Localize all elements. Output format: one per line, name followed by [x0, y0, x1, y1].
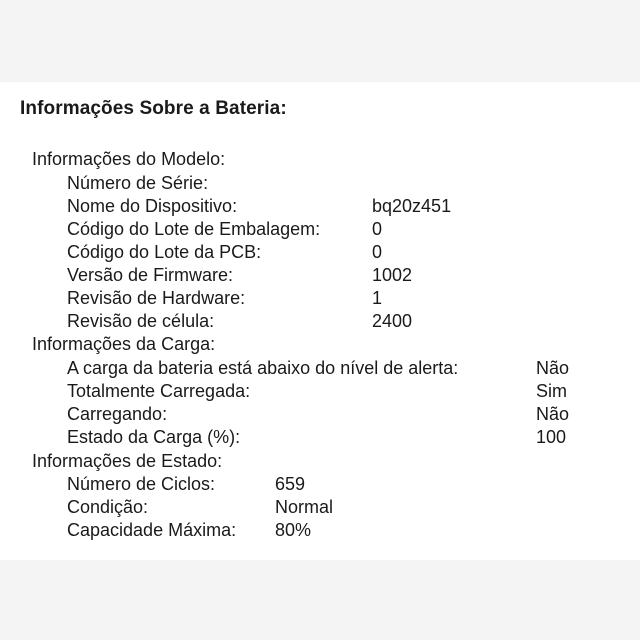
state-of-charge-label: Estado da Carga (%):	[67, 427, 241, 447]
maximum-capacity-value: 80%	[275, 520, 312, 540]
cycle-count-label: Número de Ciclos:	[67, 474, 216, 494]
firmware-version-value: 1002	[372, 265, 413, 285]
cell-revision-label: Revisão de célula:	[67, 311, 215, 331]
condition-value: Normal	[275, 497, 334, 517]
fully-charged-label: Totalmente Carregada:	[67, 381, 251, 401]
fully-charged-value: Sim	[536, 381, 567, 401]
state-of-charge-value: 100	[536, 427, 567, 447]
charging-label: Carregando:	[67, 404, 168, 424]
hardware-revision-label: Revisão de Hardware:	[67, 288, 246, 308]
bottom-background	[0, 560, 640, 640]
page-title: Informações Sobre a Bateria:	[20, 98, 287, 119]
below-warning-level-label: A carga da bateria está abaixo do nível de alerta:	[67, 358, 459, 378]
section-status-label: Informações de Estado:	[32, 451, 223, 471]
below-warning-level-value: Não	[536, 358, 570, 378]
firmware-version-label: Versão de Firmware:	[67, 265, 234, 285]
pack-lot-code-value: 0	[372, 219, 383, 239]
section-model-label: Informações do Modelo:	[32, 149, 226, 169]
pack-lot-code-label: Código do Lote de Embalagem:	[67, 219, 321, 239]
top-background	[0, 0, 640, 82]
cycle-count-value: 659	[275, 474, 306, 494]
serial-number-label: Número de Série:	[67, 173, 209, 193]
section-charge-label: Informações da Carga:	[32, 334, 216, 354]
hardware-revision-value: 1	[372, 288, 383, 308]
pcb-lot-code-label: Código do Lote da PCB:	[67, 242, 262, 262]
maximum-capacity-label: Capacidade Máxima:	[67, 520, 237, 540]
device-name-value: bq20z451	[372, 196, 452, 216]
charging-value: Não	[536, 404, 570, 424]
pcb-lot-code-value: 0	[372, 242, 383, 262]
cell-revision-value: 2400	[372, 311, 413, 331]
condition-label: Condição:	[67, 497, 149, 517]
device-name-label: Nome do Dispositivo:	[67, 196, 238, 216]
